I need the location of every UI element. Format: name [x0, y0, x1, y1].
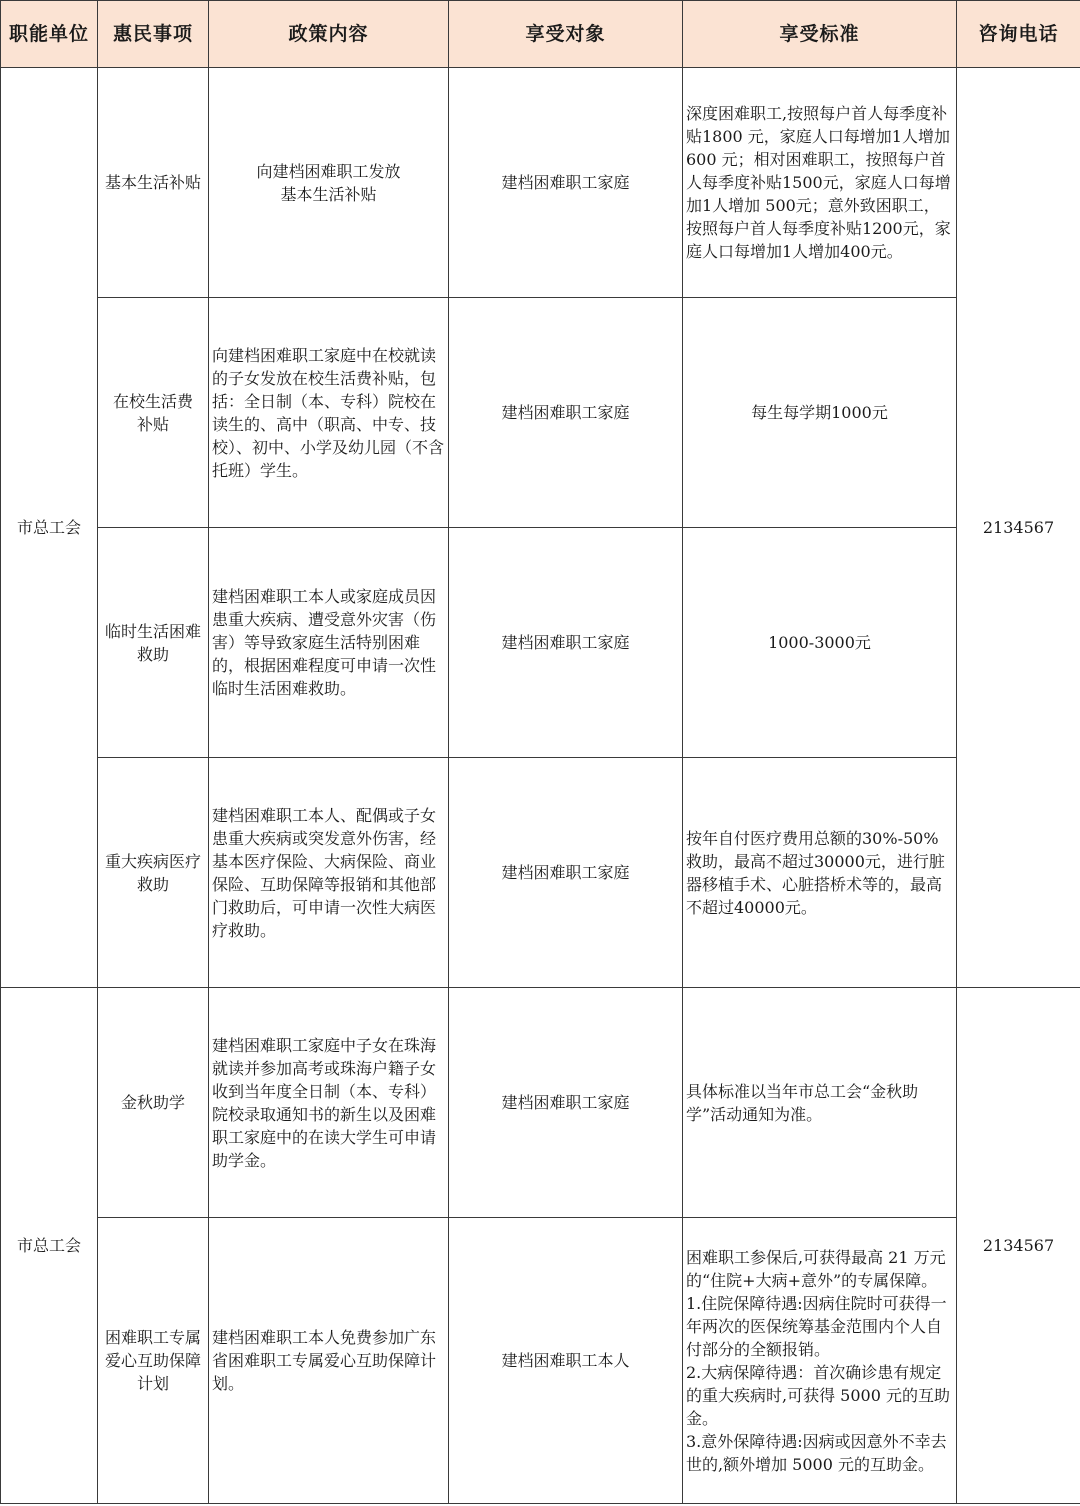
standard-cell: 具体标准以当年市总工会“金秋助学”活动通知为准。 [683, 988, 957, 1218]
header-row [1, 1, 1080, 68]
standard-cell: 1000-3000元 [683, 528, 957, 758]
header-item: 惠民事项 [98, 1, 209, 68]
header-unit: 职能单位 [1, 1, 98, 68]
content-cell: 向建档困难职工家庭中在校就读的子女发放在校生活费补贴，包括：全日制（本、专科）院校在读生的、高中（职高、中专、技校）、初中、小学及幼儿园（不含托班）学生。 [209, 298, 449, 528]
table-row [1, 758, 1080, 988]
content-cell: 建档困难职工本人免费参加广东省困难职工专属爱心互助保障计划。 [209, 1218, 449, 1504]
target-cell: 建档困难职工家庭 [449, 988, 683, 1218]
item-cell: 金秋助学 [98, 988, 209, 1218]
header-standard: 享受标准 [683, 1, 957, 68]
table-row [1, 988, 1080, 1218]
table-row [1, 528, 1080, 758]
item-cell: 基本生活补贴 [98, 68, 209, 298]
standard-cell: 困难职工参保后,可获得最高 21 万元的“住院+大病+意外”的专属保障。 1.住院保障待遇:因病住院时可获得一年两次的医保统筹基金范围内个人自付部分的全额报销。 2.大病保障待遇：首次确诊患有规定的重大疾病时,可获得 5000 元的互助金。 3.意外保障待遇:因病或因意外不幸去世的,额外增加 5000 元的互助金。 [683, 1218, 957, 1504]
item-cell: 临时生活困难 救助 [98, 528, 209, 758]
header-target: 享受对象 [449, 1, 683, 68]
content-cell: 建档困难职工本人或家庭成员因患重大疾病、遭受意外灾害（伤害）等导致家庭生活特别困难的，根据困难程度可申请一次性临时生活困难救助。 [209, 528, 449, 758]
standard-cell: 按年自付医疗费用总额的30%-50%救助，最高不超过30000元，进行脏器移植手术、心脏搭桥术等的，最高不超过40000元。 [683, 758, 957, 988]
content-cell: 建档困难职工本人、配偶或子女患重大疾病或突发意外伤害，经基本医疗保险、大病保险、商业保险、互助保障等报销和其他部门救助后，可申请一次性大病医疗救助。 [209, 758, 449, 988]
target-cell: 建档困难职工家庭 [449, 298, 683, 528]
item-cell: 重大疾病医疗 救助 [98, 758, 209, 988]
target-cell: 建档困难职工家庭 [449, 758, 683, 988]
unit-cell: 市总工会 [1, 988, 98, 1504]
target-cell: 建档困难职工家庭 [449, 528, 683, 758]
phone-cell: 2134567 [957, 68, 1080, 988]
header-content: 政策内容 [209, 1, 449, 68]
table-row [1, 1218, 1080, 1504]
target-cell: 建档困难职工家庭 [449, 68, 683, 298]
standard-cell: 深度困难职工,按照每户首人每季度补贴1800 元，家庭人口每增加1人增加 600 元；相对困难职工，按照每户首人每季度补贴1500元，家庭人口每增加1人增加 500元；意外致困职工，按照每户首人每季度补贴1200元，家庭人口每增加1人增加400元。 [683, 68, 957, 298]
table-row [1, 298, 1080, 528]
unit-cell: 市总工会 [1, 68, 98, 988]
table-row [1, 68, 1080, 298]
target-cell: 建档困难职工本人 [449, 1218, 683, 1504]
standard-cell: 每生每学期1000元 [683, 298, 957, 528]
content-cell: 向建档困难职工发放 基本生活补贴 [209, 68, 449, 298]
header-phone: 咨询电话 [957, 1, 1080, 68]
item-cell: 困难职工专属 爱心互助保障 计划 [98, 1218, 209, 1504]
content-cell: 建档困难职工家庭中子女在珠海就读并参加高考或珠海户籍子女收到当年度全日制（本、专科）院校录取通知书的新生以及困难职工家庭中的在读大学生可申请助学金。 [209, 988, 449, 1218]
item-cell: 在校生活费 补贴 [98, 298, 209, 528]
phone-cell: 2134567 [957, 988, 1080, 1504]
